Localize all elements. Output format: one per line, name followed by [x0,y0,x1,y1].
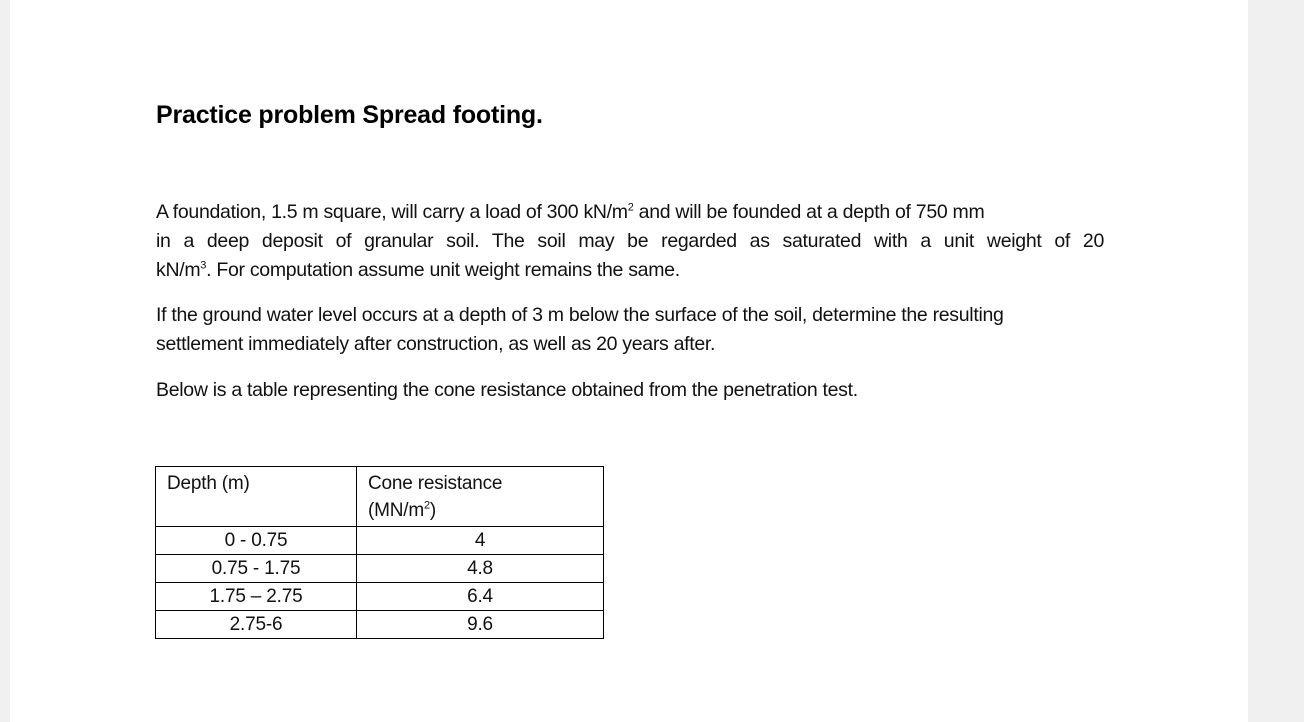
resistance-cell: 4.8 [357,555,604,583]
table-row [156,611,604,639]
paragraph-line [156,256,1104,285]
table-intro-paragraph [156,376,1104,405]
paragraph-line [156,198,1104,227]
depth-cell: 0.75 - 1.75 [156,555,357,583]
superscript: 2 [423,499,430,512]
header-text: Cone resistance [368,473,503,494]
document-page [10,0,1248,722]
text-run: kN/m [156,259,201,281]
resistance-cell: 9.6 [357,611,604,639]
text-run: . For computation assume unit weight remains the same. [206,259,680,281]
depth-cell: 0 - 0.75 [156,527,357,555]
resistance-cell: 6.4 [357,583,604,611]
resistance-cell: 4 [357,527,604,555]
table-row [156,555,604,583]
page-title: Practice problem Spread footing. [156,101,543,129]
cone-resistance-table [155,466,604,639]
header-unit: (MN/m [368,500,424,521]
paragraph-line: Below is a table representing the cone resistance obtained from the penetration test. [156,379,858,401]
table-header-row [156,467,604,527]
table-row [156,583,604,611]
header-depth: Depth (m) [156,467,357,527]
text-run: and will be founded at a depth of 750 mm [633,201,985,223]
header-unit-close: ) [429,500,437,521]
superscript: 2 [627,201,634,214]
depth-cell: 2.75-6 [156,611,357,639]
groundwater-question-paragraph [156,301,1104,359]
header-cone-resistance [357,467,604,527]
paragraph-line: If the ground water level occurs at a depth of 3 m below the surface of the soil, determine the resulting [156,304,1004,326]
table-row [156,527,604,555]
paragraph-line: in a deep deposit of granular soil. The soil may be regarded as saturated with a unit weight of 20 [156,230,1104,252]
paragraph-line: settlement immediately after construction, as well as 20 years after. [156,333,716,355]
depth-cell: 1.75 – 2.75 [156,583,357,611]
superscript: 3 [200,259,207,272]
text-run: A foundation, 1.5 m square, will carry a load of 300 kN/m [156,201,628,223]
problem-description-paragraph [156,198,1104,285]
